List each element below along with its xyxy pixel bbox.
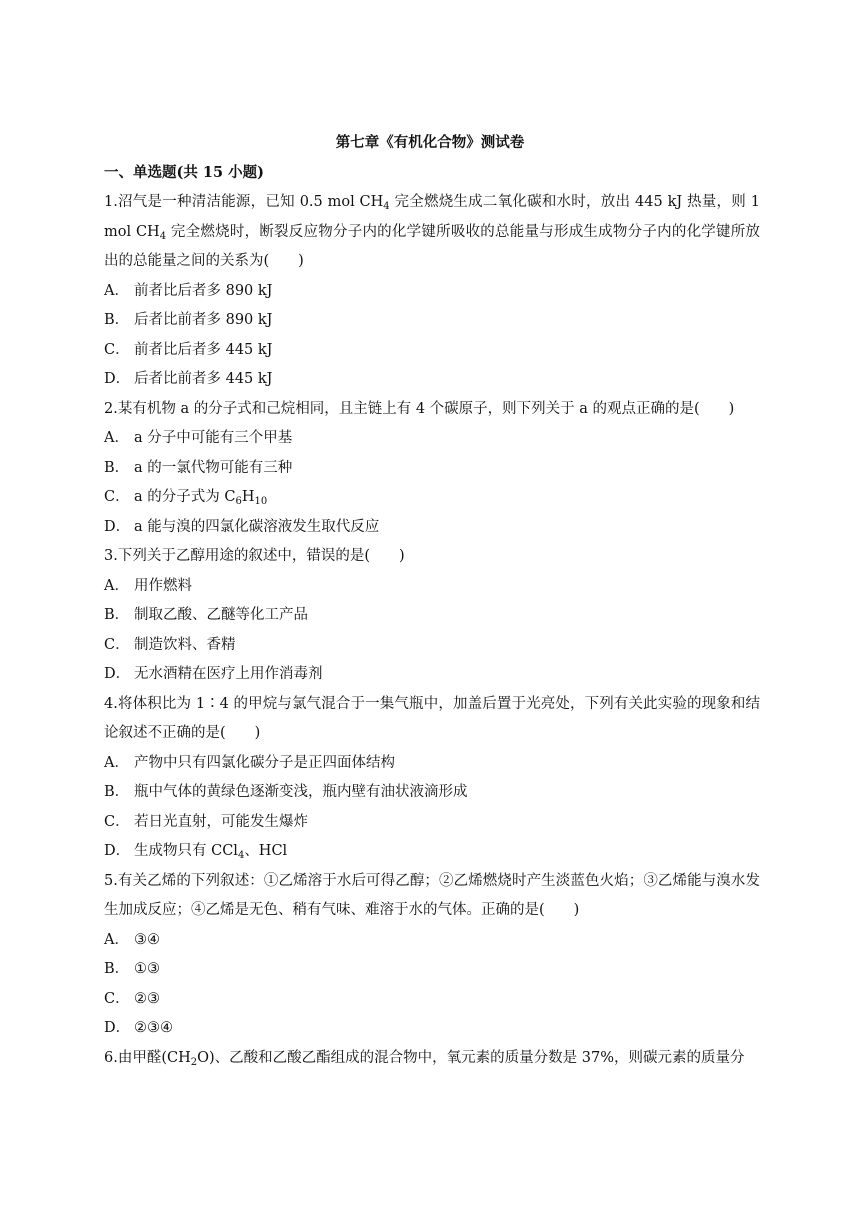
question-3-option-a: A． 用作燃料 [104, 577, 192, 594]
question-4-option-a: A． 产物中只有四氯化碳分子是正四面体结构 [104, 754, 395, 771]
question-number: 1. [104, 194, 118, 210]
question-number: 5. [104, 872, 118, 889]
question-number: 2. [104, 400, 118, 417]
question-6-stem: 6.由甲醛$(CH_2O)$、乙酸和乙酸乙酯组成的混合物中，氧元素的质量分数是 37%，则碳元素的质量分 [104, 1049, 745, 1068]
question-2-option-c: C． a 的分子式为 $C_6H_{10}$ [104, 489, 268, 507]
question-5-option-c: C． ②③ [104, 990, 160, 1007]
question-1-option-d: D． 后者比前者多 445 kJ [104, 371, 273, 387]
question-5-option-b: B． ①③ [104, 961, 160, 977]
question-5-stem: 5.有关乙烯的下列叙述：①乙烯溶于水后可得乙醇；②乙烯燃烧时产生淡蓝色火焰；③乙烯能与溴水发生加成反应；④乙烯是无色、稍有气味、难溶于水的气体。正确的是( ) [104, 872, 760, 918]
question-3-option-b: B． 制取乙酸、乙醚等化工产品 [104, 607, 308, 623]
question-number: 4. [104, 695, 118, 712]
question-1-option-a: A． 前者比后者多 890 kJ [104, 282, 273, 299]
page-title: 第七章《有机化合物》测试卷 [335, 134, 525, 151]
question-2-option-b: B． a 的一氯代物可能有三种 [104, 459, 293, 476]
question-5-option-a: A． ③④ [104, 931, 160, 948]
question-2-stem: 2.某有机物 a 的分子式和己烷相同，且主链上有 4 个碳原子，则下列关于 a 的观点正确的是( ) [104, 400, 735, 417]
question-4-option-b: B． 瓶中气体的黄绿色逐渐变浅，瓶内壁有油状液滴形成 [104, 784, 468, 800]
question-3-option-d: D． 无水酒精在医疗上用作消毒剂 [104, 666, 323, 682]
question-3-option-c: C． 制造饮料、香精 [104, 636, 236, 653]
question-4-option-d: D． 生成物只有 CCl$_4$、HCl [104, 843, 288, 861]
question-number: 3. [104, 548, 118, 564]
question-number: 6. [104, 1049, 118, 1066]
question-2-option-d: D． a 能与溴的四氯化碳溶液发生取代反应 [104, 518, 380, 535]
question-4-stem: 4.将体积比为 1∶4 的甲烷与氯气混合于一集气瓶中，加盖后置于光亮处，下列有关此实验的现象和结论叙述不正确的是( ) [104, 695, 760, 741]
question-1-option-c: C． 前者比后者多 445 kJ [104, 341, 273, 358]
section-heading: 一、单选题(共 15 小题) [104, 164, 264, 181]
question-2-option-a: A． a 分子中可能有三个甲基 [104, 430, 293, 446]
question-1-stem: 1.沼气是一种清洁能源，已知 0.5 mol $CH_4$ 完全燃烧生成二氧化碳和水时，放出 445 kJ 热量，则 1 mol $CH_4$ 完全燃烧时，断裂反应物分子内的化学键所吸收的总能量与形成生成物分子内的化学键所放出的总能量之间的关系为( ) [104, 194, 760, 269]
question-1-option-b: B． 后者比前者多 890 kJ [104, 312, 273, 328]
question-4-option-c: C． 若日光直射，可能发生爆炸 [104, 813, 308, 830]
question-3-stem: 3.下列关于乙醇用途的叙述中，错误的是( ) [104, 548, 405, 564]
question-5-option-d: D． ②③④ [104, 1020, 173, 1036]
question-list [104, 188, 760, 1073]
